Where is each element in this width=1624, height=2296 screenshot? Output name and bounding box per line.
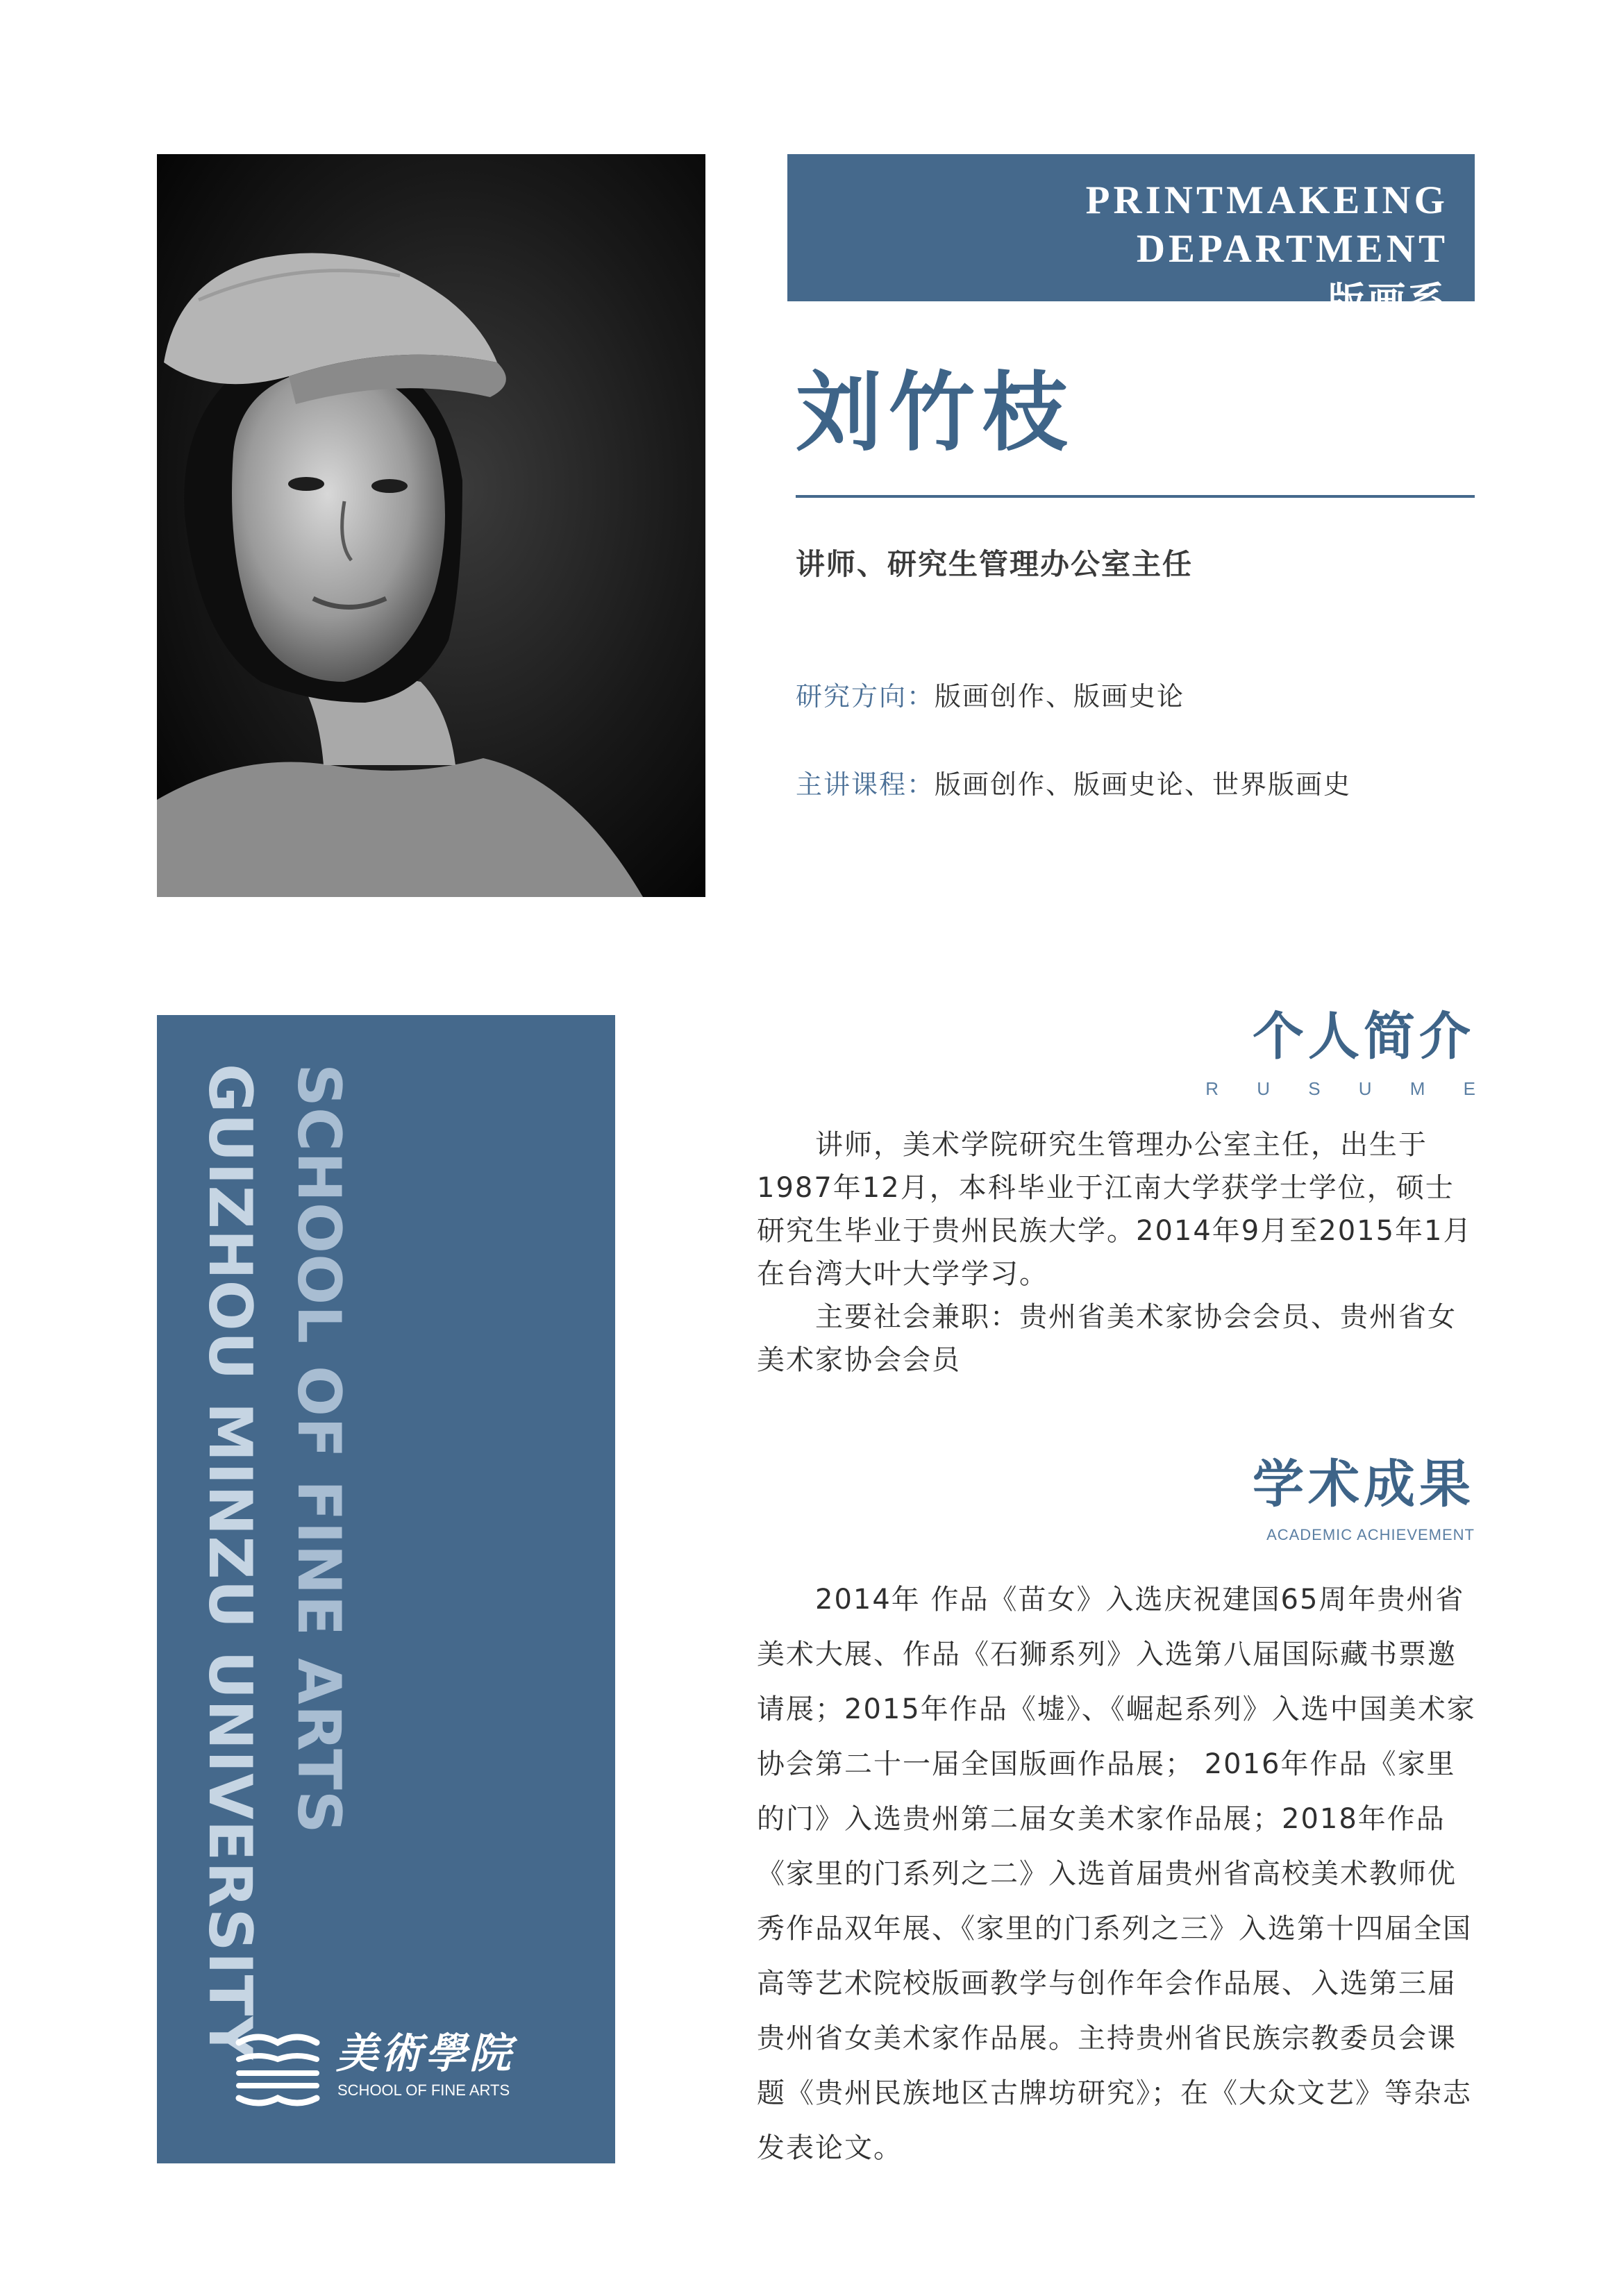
achievement-subheading: ACADEMIC ACHIEVEMENT	[1266, 1526, 1475, 1543]
intro-paragraph-1: 讲师，美术学院研究生管理办公室主任，出生于1987年12月，本科毕业于江南大学获学士学位，硕士研究生毕业于贵州民族大学。2014年9月至2015年1月在台湾大叶大学学习。	[757, 1129, 1473, 1290]
achievement-paragraph: 2014年 作品《苗女》入选庆祝建国65周年贵州省美术大展、作品《石狮系列》入选第八届国际藏书票邀请展；2015年作品《墟》、《崛起系列》入选中国美术家协会第二十一届全国版画作品展； 2016年作品《家里的门》入选贵州第二届女美术家作品展；2018年作品《家里的门系列之二》入选首届贵州省高校美术教师优秀作品双年展、《家里的门系列之三》入选第十四届全国高等艺术院校版画教学与创作年会作品展、入选第三届贵州省女美术家作品展。主持贵州省民族宗教委员会课题《贵州民族地区古牌坊研究》；在《大众文艺》等杂志发表论文。	[757, 1584, 1476, 2164]
intro-subheading: R U S U M E	[1205, 1078, 1492, 1099]
courses	[796, 765, 1476, 804]
school-logo-icon	[233, 2031, 322, 2108]
department-name-en: PRINTMAKEING DEPARTMENT	[1085, 178, 1448, 271]
logo-text-en: SCHOOL OF FINE ARTS	[337, 2081, 510, 2099]
school-logo	[233, 2031, 525, 2108]
research-direction	[796, 677, 1476, 716]
portrait-illustration	[157, 154, 705, 897]
logo-text-cn: 美術學院	[336, 2029, 514, 2078]
research-value: 版画创作、版画史论	[935, 681, 1185, 712]
courses-label: 主讲课程：	[796, 769, 935, 800]
sidebar-university-name: GUIZHOU MINZU UNIVERSITY	[195, 1064, 265, 2061]
sidebar-school-name: SCHOOL OF FINE ARTS	[284, 1064, 353, 1834]
person-title: 讲师、研究生管理办公室主任	[796, 547, 1194, 581]
intro-heading: 个人简介	[1253, 1007, 1475, 1066]
research-label: 研究方向：	[796, 681, 935, 712]
intro-text	[757, 1123, 1479, 1382]
name-divider	[796, 495, 1475, 498]
achievement-heading: 学术成果	[1253, 1455, 1475, 1514]
school-sidebar	[157, 1015, 615, 2163]
courses-value: 版画创作、版画史论、世界版画史	[935, 769, 1352, 800]
person-name: 刘竹枝	[796, 362, 1075, 463]
achievement-text	[757, 1573, 1479, 2176]
department-name-cn: 版画系	[1328, 278, 1448, 323]
intro-paragraph-2: 主要社会兼职：贵州省美术家协会会员、贵州省女美术家协会会员	[757, 1301, 1457, 1376]
department-banner	[787, 154, 1475, 323]
portrait-photo	[157, 154, 705, 897]
